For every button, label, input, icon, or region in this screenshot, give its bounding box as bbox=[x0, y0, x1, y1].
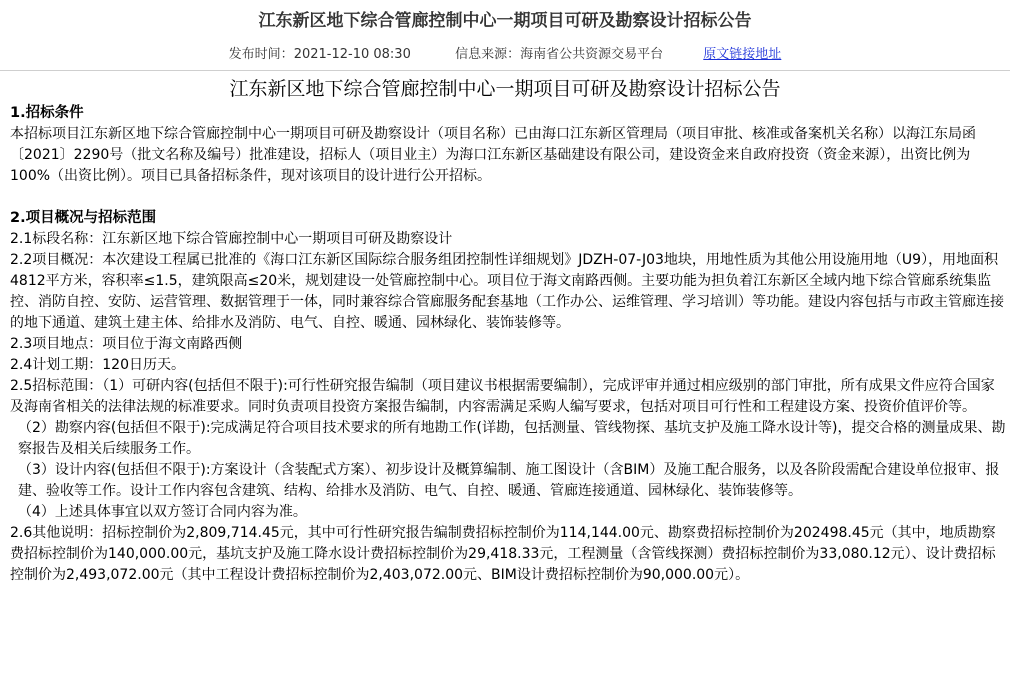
section-2-item-3: 2.3项目地点：项目位于海文南路西侧 bbox=[10, 336, 243, 352]
section-2-item-6: 2.6其他说明：招标控制价为2,809,714.45元，其中可行性研究报告编制费招标控制价为114,144.00元、勘察费招标控制价为202498.45元（其中，地质勘察费招标控制价为140,000.00元，基坑支护及施工降水设计费招标控制价为29,418.33元，工程测量（含管线探测）费招标控制价为33,080.12元）、设计费招标控制价为2,493,072.00元（其中工程设计费招标控制价为2,403,072.00元、BIM设计费招标控制价为90,000.00元）。 bbox=[10, 525, 996, 583]
source-label: 信息来源： bbox=[455, 47, 521, 62]
publish-time-label: 发布时间： bbox=[228, 47, 294, 62]
section-2-item-1: 2.1标段名称：江东新区地下综合管廊控制中心一期项目可研及勘察设计 bbox=[10, 231, 453, 247]
blank-line bbox=[10, 187, 1006, 208]
section-2-item-5: 2.5招标范围：（1）可研内容(包括但不限于):可行性研究报告编制（项目建议书根据需要编制），完成评审并通过相应级别的部门审批，所有成果文件应符合国家及海南省相关的法律法规的标准要求。同时负责项目投资方案报告编制，内容需满足采购人编写要求，包括对项目可行性和工程建设方案、投资价值评价等。 bbox=[10, 378, 995, 415]
section-1-body: 本招标项目江东新区地下综合管廊控制中心一期项目可研及勘察设计（项目名称）已由海口江东新区管理局（项目审批、核准或备案机关名称）以海江东局函〔2021〕2290号（批文名称及编号）批准建设，招标人（项目业主）为海口江东新区基础建设有限公司，建设资金来自政府投资（资金来源），出资比例为100%（出资比例）。项目已具备招标条件，现对该项目的设计进行公开招标。 bbox=[10, 126, 976, 184]
document-body bbox=[0, 103, 1010, 586]
header-divider bbox=[0, 70, 1010, 71]
section-2-item-5-4: （4）上述具体事宜以双方签订合同内容为准。 bbox=[18, 504, 307, 520]
source-value: 海南省公共资源交易平台 bbox=[520, 47, 664, 62]
section-2-item-2: 2.2项目概况：本次建设工程属已批准的《海口江东新区国际综合服务组团控制性详细规划》JDZH-07-J03地块，用地性质为其他公用设施用地（U9），用地面积4812平方米，容积率≤1.5，建筑限高≤20米，规划建设一处管廊控制中心。项目位于海文南路西侧。主要功能为担负着江东新区全域内地下综合管廊系统集监控、消防自控、安防、运营管理、数据管理于一体，同时兼容综合管廊服务配套基地（工作办公、运维管理、学习培训）等功能。建设内容包括与市政主管廊连接的地下通道、建筑土建主体、给排水及消防、电气、自控、暖通、园林绿化、装饰装修等。 bbox=[10, 252, 1004, 331]
section-1-heading: 1.招标条件 bbox=[10, 105, 84, 121]
section-2-item-5-3: （3）设计内容(包括但不限于):方案设计（含装配式方案）、初步设计及概算编制、施工图设计（含BIM）及施工配合服务，以及各阶段需配合建设单位报审、报建、验收等工作。设计工作内容包含建筑、结构、给排水及消防、电气、自控、暖通、管廊连接通道、园林绿化、装饰装修等。 bbox=[18, 462, 1000, 499]
section-2-item-5-2: （2）勘察内容(包括但不限于):完成满足符合项目技术要求的所有地勘工作(详勘，包括测量、管线物探、基坑支护及施工降水设计等)，提交合格的测量成果、勘察报告及相关后续服务工作。 bbox=[18, 420, 1006, 457]
section-2-heading: 2.项目概况与招标范围 bbox=[10, 210, 157, 226]
document-title: 江东新区地下综合管廊控制中心一期项目可研及勘察设计招标公告 bbox=[229, 78, 781, 100]
publish-time-value: 2021-12-10 08:30 bbox=[293, 47, 411, 62]
meta-row bbox=[0, 42, 1010, 68]
original-link[interactable]: 原文链接地址 bbox=[703, 47, 782, 62]
header-title: 江东新区地下综合管廊控制中心一期项目可研及勘察设计招标公告 bbox=[258, 11, 752, 31]
section-2-item-4: 2.4计划工期：120日历天。 bbox=[10, 357, 185, 373]
